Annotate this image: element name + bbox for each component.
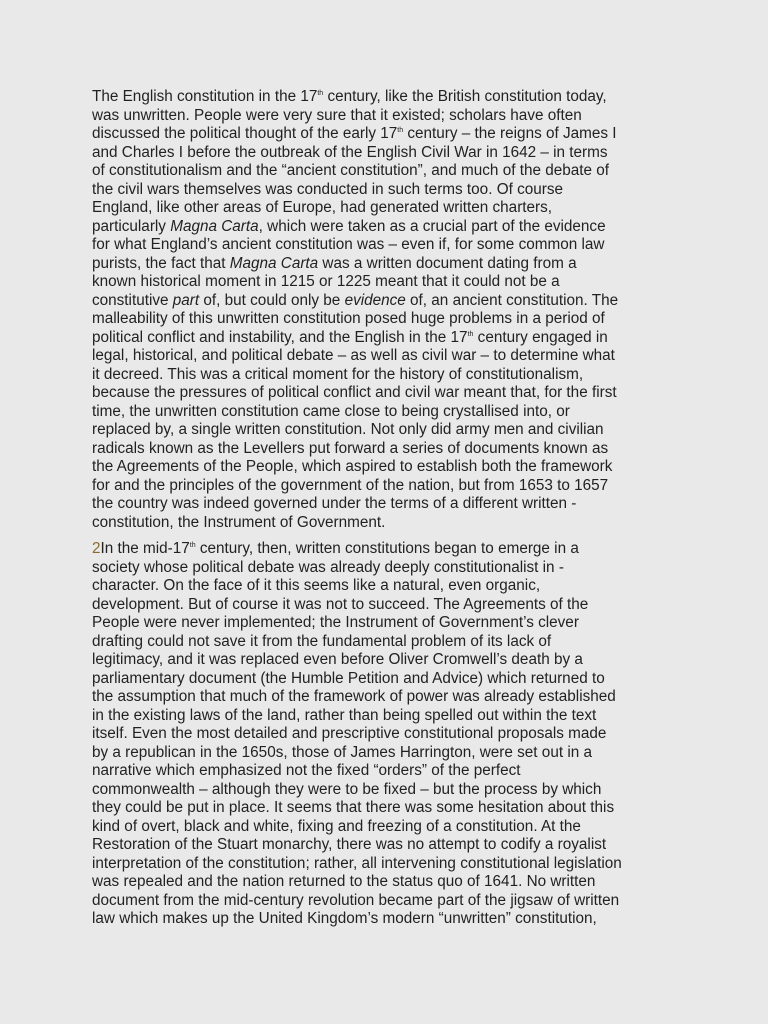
- text-line: [92, 725, 692, 744]
- text-run: malleability of this unwritten constitution posed huge problems in a period of: [92, 310, 605, 327]
- text-line: [92, 107, 692, 126]
- text-line: [92, 255, 692, 274]
- text-line: [92, 633, 692, 652]
- text-run: particularly: [92, 217, 171, 235]
- superscript: th: [467, 330, 474, 338]
- text-run: drafting could not save it from the fundamental problem of its lack of: [92, 632, 552, 650]
- text-line: [92, 310, 692, 329]
- text-run: purists, the fact that: [92, 254, 230, 272]
- text-line: [92, 873, 692, 892]
- text-line: [92, 818, 692, 837]
- text-line: [92, 162, 692, 181]
- text-run: constitution, the Instrument of Government.: [92, 513, 386, 531]
- text-run: replaced by, a single written constitution. Not only did army men and civilian: [92, 421, 604, 438]
- text-run: was unwritten. People were very sure that it existed; scholars have often: [92, 106, 582, 124]
- text-run: and Charles I before the outbreak of the English Civil War in 1642 – in terms: [92, 143, 608, 161]
- text-line: [92, 855, 692, 874]
- text-run: kind of overt, black and white, fixing and freezing of a constitution. At the: [92, 817, 581, 835]
- text-run: development. But of course it was not to succeed. The Agreements of the: [92, 595, 589, 613]
- text-line: [92, 384, 692, 403]
- text-run: of, but could only be: [199, 291, 345, 309]
- text-run: In the mid-17: [100, 540, 190, 557]
- text-line: [92, 421, 692, 440]
- text-line: [92, 477, 692, 496]
- text-run: constitutive: [92, 291, 173, 309]
- text-line: [92, 273, 692, 292]
- text-run: the Agreements of the People, which aspired to establish both the framework: [92, 458, 613, 475]
- text-run: century – the reigns of James I: [403, 125, 617, 142]
- text-line: [92, 292, 692, 311]
- text-line: [92, 458, 692, 477]
- text-run: interpretation of the constitution; rather, all intervening constitutional legislation: [92, 854, 622, 872]
- text-run: the civil wars themselves was conducted in such terms too. Of course: [92, 180, 563, 198]
- text-line: [92, 892, 692, 911]
- text-line: [92, 744, 692, 763]
- text-line: [92, 781, 692, 800]
- superscript: th: [189, 542, 196, 549]
- paragraph: [92, 88, 692, 532]
- text-line: [92, 88, 692, 107]
- text-run: itself. Even the most detailed and prescriptive constitutional proposals made: [92, 725, 607, 742]
- paragraph: [92, 540, 692, 929]
- text-line: [92, 125, 692, 144]
- text-run: radicals known as the Levellers put forward a series of documents known as: [92, 439, 609, 457]
- text-run: commonwealth – although they were to be fixed – but the process by which: [92, 780, 602, 798]
- text-run: political conflict and instability, and the English in the 17: [92, 328, 468, 346]
- text-line: [92, 329, 692, 348]
- text-run: for what England’s ancient constitution was – even if, for some common law: [92, 236, 605, 253]
- text-line: [92, 181, 692, 200]
- text-run: document from the mid-century revolution became part of the jigsaw of written: [92, 891, 620, 909]
- text-run: it decreed. This was a critical moment for the history of constitutionalism,: [92, 365, 584, 383]
- italic-text: part: [172, 291, 200, 309]
- superscript: th: [397, 127, 404, 134]
- text-run: was a written document dating from a: [318, 254, 577, 272]
- text-run: of, an ancient constitution. The: [405, 291, 619, 309]
- text-line: [92, 514, 692, 533]
- superscript: th: [317, 90, 324, 97]
- text-line: [92, 559, 692, 578]
- text-line: [92, 236, 692, 255]
- text-line: [92, 366, 692, 385]
- text-line: [92, 218, 692, 237]
- text-line: [92, 199, 692, 218]
- text-line: [92, 495, 692, 514]
- text-run: The English constitution in the 17: [92, 88, 318, 105]
- text-line: [92, 707, 692, 726]
- text-line: [92, 144, 692, 163]
- text-run: discussed the political thought of the early 17: [92, 125, 398, 142]
- text-line: [92, 836, 692, 855]
- text-run: narrative which emphasized not the fixed “orders” of the perfect: [92, 762, 521, 779]
- text-line: [92, 799, 692, 818]
- text-run: parliamentary document (the Humble Petition and Advice) which returned to: [92, 669, 605, 687]
- text-line: [92, 614, 692, 633]
- text-run: the assumption that much of the framework of power was already established: [92, 688, 616, 705]
- text-run: they could be put in place. It seems that there was some hesitation about this: [92, 799, 615, 816]
- text-line: [92, 651, 692, 670]
- text-line: [92, 540, 692, 559]
- text-run: England, like other areas of Europe, had generated written charters,: [92, 199, 553, 216]
- text-line: [92, 440, 692, 459]
- text-run: , which were taken as a crucial part of the evidence: [258, 217, 606, 235]
- text-run: known historical moment in 1215 or 1225 meant that it could not be a: [92, 273, 560, 290]
- document-body: [92, 88, 692, 937]
- text-line: [92, 347, 692, 366]
- text-run: legitimacy, and it was replaced even before Oliver Cromwell’s death by a: [92, 651, 583, 668]
- text-run: century, then, written constitutions began to emerge in a: [195, 540, 579, 557]
- italic-text: Magna Carta: [229, 254, 319, 272]
- text-run: legal, historical, and political debate – as well as civil war – to determine what: [92, 347, 615, 364]
- text-run: was repealed and the nation returned to the status quo of 1641. No written: [92, 873, 596, 890]
- text-run: by a republican in the 1650s, those of James Harrington, were set out in a: [92, 743, 592, 761]
- text-line: [92, 670, 692, 689]
- text-run: the country was indeed governed under the terms of a different written -: [92, 495, 577, 512]
- text-line: [92, 688, 692, 707]
- text-run: time, the unwritten constitution came close to being crystallised into, or: [92, 402, 570, 420]
- text-run: century, like the British constitution today,: [323, 88, 607, 105]
- text-run: of constitutionalism and the “ancient constitution”, and much of the debate of: [92, 162, 610, 179]
- text-run: society whose political debate was already deeply constitutionalist in -: [92, 558, 564, 576]
- italic-text: evidence: [344, 291, 406, 309]
- italic-text: Magna Carta: [170, 217, 259, 235]
- text-run: century engaged in: [473, 328, 608, 346]
- text-run: character. On the face of it this seems like a natural, even organic,: [92, 577, 541, 594]
- text-line: [92, 403, 692, 422]
- text-run: for and the principles of the government of the nation, but from 1653 to 1657: [92, 476, 609, 494]
- text-line: [92, 910, 692, 929]
- text-line: [92, 577, 692, 596]
- text-run: law which makes up the United Kingdom’s modern “unwritten” constitution,: [92, 910, 597, 927]
- text-run: Restoration of the Stuart monarchy, there was no attempt to codify a royalist: [92, 836, 607, 853]
- text-run: People were never implemented; the Instrument of Government’s clever: [92, 614, 579, 631]
- text-line: [92, 596, 692, 615]
- text-line: [92, 762, 692, 781]
- paragraph-number: 2: [92, 540, 101, 557]
- text-run: in the existing laws of the land, rather than being spelled out within the text: [92, 706, 597, 724]
- text-run: because the pressures of political conflict and civil war meant that, for the first: [92, 384, 617, 401]
